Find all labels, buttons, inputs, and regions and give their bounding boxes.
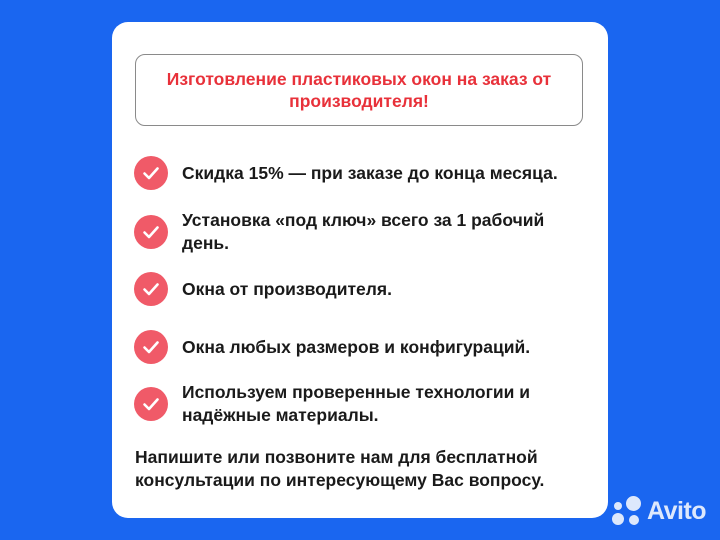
call-to-action-text: Напишите или позвоните нам для бесплатной консультации по интересующему Вас вопросу. <box>135 447 545 490</box>
check-circle-icon <box>134 215 168 249</box>
benefit-item <box>134 156 594 190</box>
check-circle-icon <box>134 387 168 421</box>
benefit-item <box>134 209 594 255</box>
benefit-text: Установка «под ключ» всего за 1 рабочий день. <box>182 210 545 253</box>
check-circle-icon <box>134 272 168 306</box>
benefit-item <box>134 330 594 364</box>
avito-logo-icon <box>612 496 642 526</box>
avito-watermark <box>612 496 706 526</box>
headline-box <box>135 54 583 126</box>
benefit-item <box>134 381 594 427</box>
headline-text: Изготовление пластиковых окон на заказ от производителя! <box>166 69 552 111</box>
benefit-text: Окна любых размеров и конфигураций. <box>182 336 531 357</box>
avito-wordmark: Avito <box>647 496 707 525</box>
check-circle-icon <box>134 156 168 190</box>
benefit-item <box>134 272 594 306</box>
benefit-text: Окна от производителя. <box>182 278 392 299</box>
promo-card <box>112 22 608 518</box>
check-circle-icon <box>134 330 168 364</box>
benefit-text: Скидка 15% — при заказе до конца месяца. <box>182 162 558 183</box>
benefit-text: Используем проверенные технологии и надёжные материалы. <box>182 382 531 425</box>
